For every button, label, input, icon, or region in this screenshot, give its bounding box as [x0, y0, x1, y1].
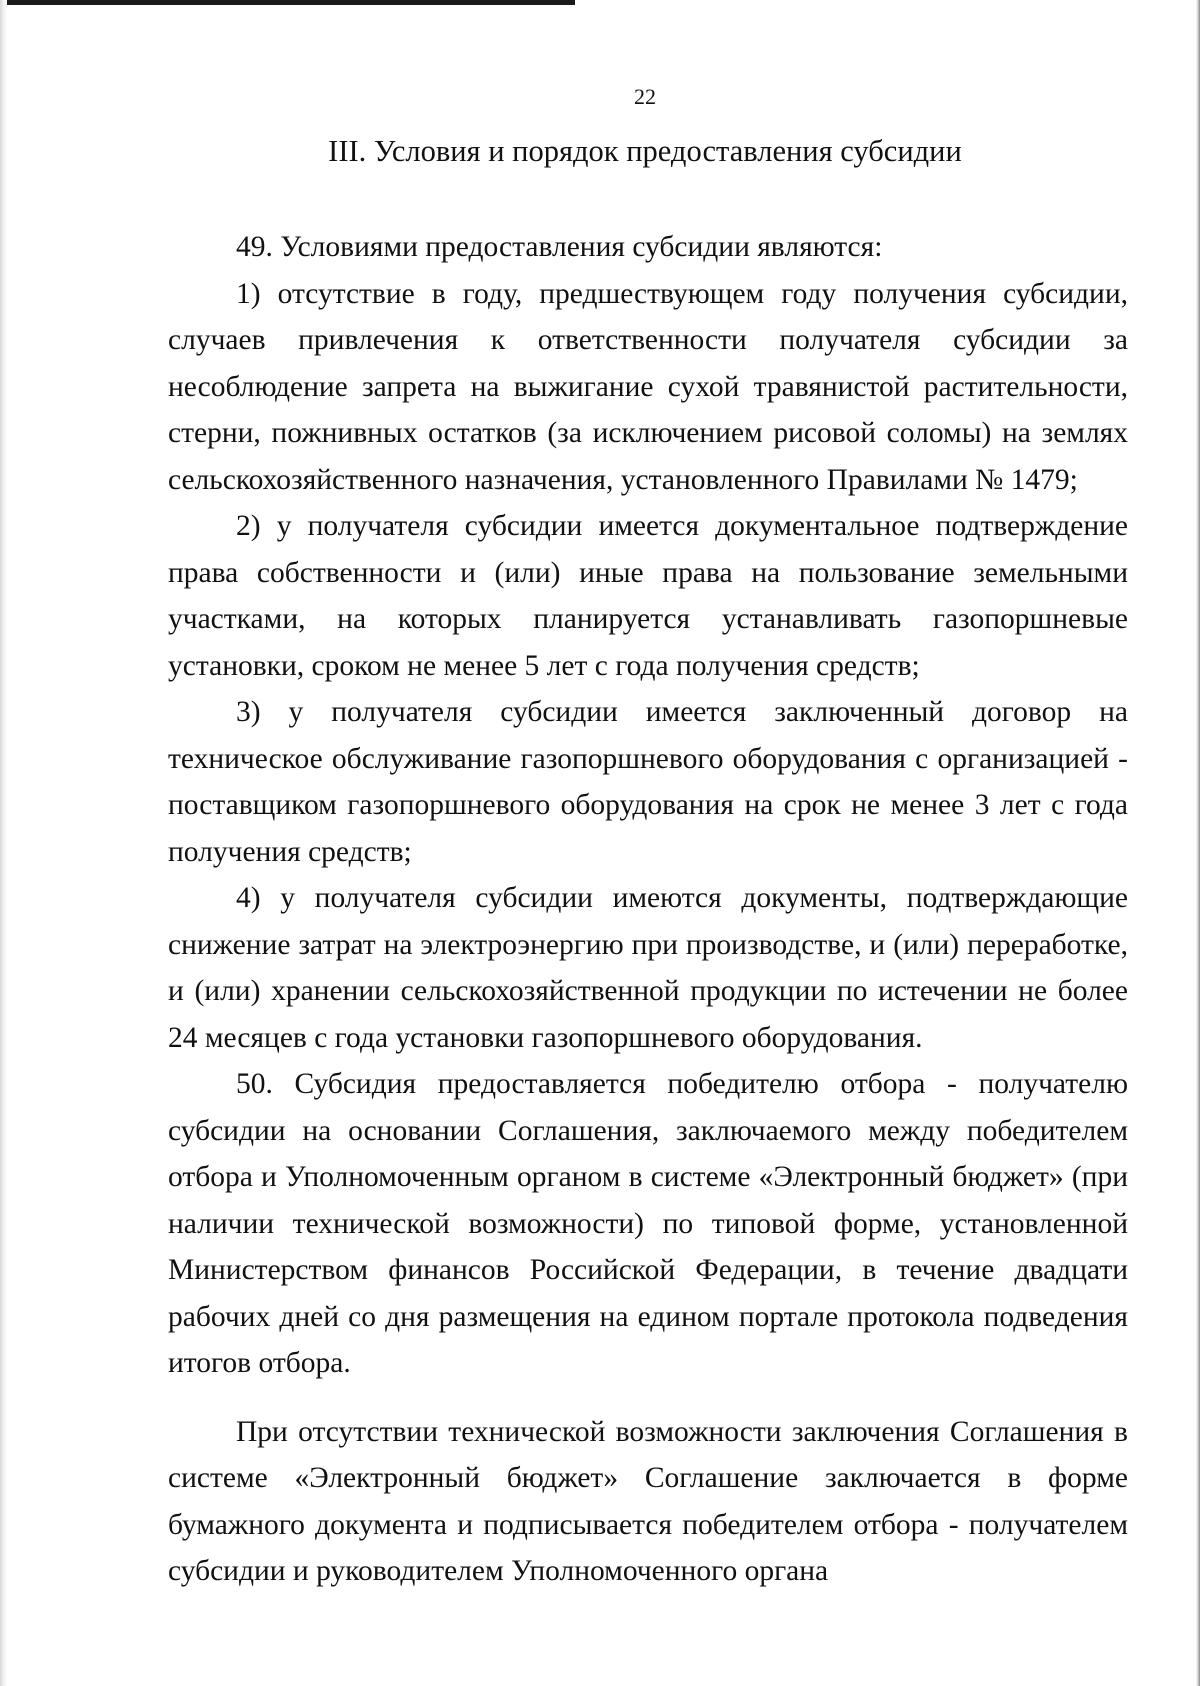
document-body	[168, 224, 1128, 1595]
scan-edge-top	[0, 0, 575, 5]
scan-edge-left	[0, 0, 7, 1686]
scan-edge-right	[1196, 0, 1200, 1686]
paragraph-50-continuation: При отсутствии технической возможности заключения Соглашения в системе «Электронный бюджет» Соглашение заключается в форме бумажного документа и подписывается победителем отбора - получателем субсидии и руководителем Уполномоченного органа	[168, 1415, 1128, 1587]
page-number: 22	[634, 84, 656, 109]
paragraph-49-intro: 49. Условиями предоставления субсидии являются:	[236, 231, 883, 263]
paragraph-49-item-1: 1) отсутствие в году, предшествующем году получения субсидии, случаев привлечения к ответственности получателя субсидии за несоблюдение запрета на выжигание сухой травянистой растительности, стерни, пожнивных остатков (за исключением рисовой соломы) на землях сельскохозяйственного назначения, установленного Правилами № 1479;	[168, 277, 1128, 496]
section-title: III. Условия и порядок предоставления субсидии	[328, 134, 962, 168]
paragraph-49-item-3: 3) у получателя субсидии имеется заключенный договор на техническое обслуживание газопоршневого оборудования с организацией - поставщиком газопоршневого оборудования на срок не менее 3 лет с года получения средств;	[168, 696, 1128, 868]
paragraph-49-item-2: 2) у получателя субсидии имеется документальное подтверждение права собственности и (или) иные права на пользование земельными участками, на которых планируется устанавливать газопоршневые установки, сроком не менее 5 лет с года получения средств;	[168, 510, 1128, 682]
paragraph-49-item-4: 4) у получателя субсидии имеются документы, подтверждающие снижение затрат на электроэнергию при производстве, и (или) переработке, и (или) хранении сельскохозяйственной продукции по истечении не более 24 месяцев с года установки газопоршневого оборудования.	[168, 882, 1128, 1054]
paragraph-50: 50. Субсидия предоставляется победителю отбора - получателю субсидии на основании Соглашения, заключаемого между победителем отбора и Уполномоченным органом в системе «Электронный бюджет» (при наличии технической возможности) по типовой форме, установленной Министерством финансов Российской Федерации, в течение двадцати рабочих дней со дня размещения на едином портале протокола подведения итогов отбора.	[168, 1068, 1128, 1379]
